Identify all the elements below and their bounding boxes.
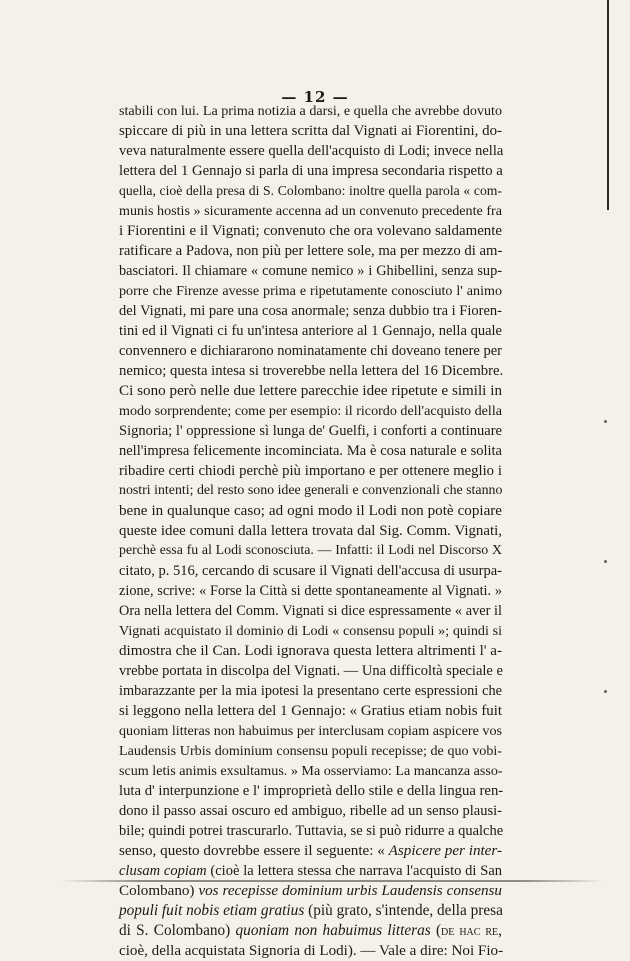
text-line: [119, 821, 502, 841]
text-segment: convennero e dichiararono nominatamente chi doveano tenere per: [119, 343, 502, 359]
text-segment: del Vignati, mi pare una cosa anormale; senza dubbio tra i Fioren-: [119, 303, 502, 319]
page-speck: [604, 420, 607, 423]
text-segment: zione, scrive: « Forse la Città si dette spontaneamente al Vignati. »: [119, 583, 502, 599]
latin-quote-segment: clusam copiam: [119, 863, 207, 879]
text-segment: modo sorprendente; come per esempio: il ricordo dell'acquisto della: [119, 403, 502, 419]
text-segment: veva naturalmente essere quella dell'acquisto di Lodi; invece nella: [119, 143, 504, 159]
text-line: [119, 441, 502, 461]
page-speck: [604, 690, 607, 693]
text-segment: munis hostis » sicuramente accenna ad un convenuto precedente fra: [119, 203, 502, 219]
text-segment: imbarazzante per la mia ipotesi la presentano certe espressioni che: [119, 683, 502, 699]
text-line: [119, 881, 502, 901]
text-segment: tini ed il Vignati ci fu un'intesa anteriore al 1 Gennajo, nella quale: [119, 323, 502, 339]
text-line: [119, 101, 502, 121]
body-text: [119, 101, 502, 961]
text-segment: nostri intenti; del resto sono idee generali e convenzionali che stanno: [119, 483, 503, 498]
text-segment: Colombano): [119, 883, 199, 899]
text-segment: scum letis animis exsultamus. » Ma osserviamo: La mancanza asso-: [119, 763, 503, 779]
page-number: — 12 —: [281, 88, 349, 106]
text-segment: nell'impresa felicemente incominciata. Ma è cosa naturale e solita: [119, 443, 502, 459]
text-segment: porre che Firenze avesse prima e ripetutamente conosciuto l' animo: [119, 283, 502, 299]
text-line: [119, 861, 502, 881]
text-line: [119, 361, 502, 381]
text-line: [119, 901, 502, 921]
text-segment: Vignati acquistato il dominio di Lodi « consensu populi »; quindi si: [119, 623, 502, 639]
text-segment: bile; quindi potrei trascurarlo. Tuttavia, se si può ridurre a qualche: [119, 823, 504, 839]
text-line: [119, 481, 502, 501]
text-segment: (più grato, s'intende, della presa: [304, 902, 503, 919]
page-speck: [604, 560, 607, 563]
text-line: [119, 461, 502, 481]
text-segment: nemico; questa intesa si troverebbe nella lettera del 16 Dicembre.: [119, 363, 504, 379]
text-line: [119, 581, 502, 601]
text-segment: spiccare di più in una lettera scritta dal Vignati ai Fiorentini, do-: [119, 123, 502, 139]
latin-quote-segment: Aspicere per inter-: [388, 843, 502, 859]
text-line: [119, 601, 502, 621]
text-segment: dimostra che il Can. Lodi ignorava questa lettera altrimenti l' a-: [119, 643, 502, 659]
text-line: [119, 561, 502, 581]
text-line: [119, 281, 502, 301]
text-segment: si leggono nella lettera del 1 Gennajo: « Gratius etiam nobis fuit: [119, 703, 502, 719]
text-segment: Laudensis Urbis dominium consensu populi recepisse; de quo vobi-: [119, 743, 502, 759]
text-line: [119, 301, 502, 321]
text-line: [119, 781, 502, 801]
text-line: [119, 641, 502, 661]
latin-quote-segment: quoniam non habuimus litteras: [235, 922, 431, 939]
text-segment: Ora nella lettera del Comm. Vignati si dice espressamente « aver il: [119, 603, 502, 619]
small-caps-segment: de hac re: [441, 924, 499, 939]
text-line: [119, 741, 502, 761]
text-line: [119, 241, 502, 261]
text-segment: stabili con lui. La prima notizia a darsi, e quella che avrebbe dovuto: [119, 103, 502, 119]
text-line: [119, 701, 502, 721]
text-line: [119, 321, 502, 341]
text-segment: cioè, della acquistata Signoria di Lodi). — Vale a dire: Noi Fio-: [119, 943, 504, 959]
text-line: [119, 661, 502, 681]
text-segment: luta d' interpunzione e l' improprietà dello stile e della lingua ren-: [119, 783, 504, 799]
text-line: [119, 541, 502, 561]
text-segment: citato, p. 516, cercando di scusare il Vignati dell'accusa di usurpa-: [119, 563, 502, 579]
text-segment: (: [430, 922, 442, 939]
text-line: [119, 261, 502, 281]
text-segment: i Fiorentini e il Vignati; convenuto che ora volevano saldamente: [119, 223, 502, 239]
text-line: [119, 381, 502, 401]
text-line: [119, 201, 502, 221]
text-line: [119, 141, 502, 161]
text-segment: perchè essa fu al Lodi sconosciuta. — Infatti: il Lodi nel Discorso X: [119, 543, 502, 558]
text-line: [119, 801, 502, 821]
text-line: [119, 841, 502, 861]
text-segment: quoniam litteras non habuimus per interclusam copiam aspicere vos: [119, 723, 502, 739]
text-line: [119, 681, 502, 701]
text-segment: queste idee comuni dalla lettera trovata dal Sig. Comm. Vignati,: [119, 523, 502, 539]
text-line: [119, 181, 502, 201]
text-segment: Ci sono però nelle due lettere parecchie idee ripetute e simili in: [119, 383, 502, 399]
text-segment: ribadire certi chiodi perchè più importano e per ottenere meglio i: [119, 463, 502, 479]
text-segment: (cioè la lettera stessa che narrava l'acquisto di San: [206, 863, 503, 879]
text-segment: ratificare a Padova, non più per lettere sole, ma per mezzo di am-: [119, 243, 503, 259]
text-line: [119, 921, 502, 941]
text-segment: senso, questo dovrebbe essere il seguente: «: [119, 843, 389, 859]
text-segment: lettera del 1 Gennajo si parla di una impresa secondaria rispetto a: [119, 163, 503, 179]
text-segment: bene in qualunque caso; ad ogni modo il Lodi non potè copiare: [119, 503, 502, 519]
text-line: [119, 161, 502, 181]
text-segment: di S. Colombano): [119, 922, 236, 939]
text-segment: ,: [498, 922, 502, 939]
text-line: [119, 621, 502, 641]
latin-quote-segment: vos recepisse dominium urbis Laudensis consensu: [198, 883, 502, 899]
text-line: [119, 941, 502, 961]
text-segment: basciatori. Il chiamare « comune nemico » i Ghibellini, senza sup-: [119, 263, 502, 279]
text-line: [119, 501, 502, 521]
text-line: [119, 521, 502, 541]
text-segment: quella, cioè della presa di S. Colombano: inoltre quella parola « com-: [119, 183, 502, 198]
text-line: [119, 401, 502, 421]
text-line: [119, 121, 502, 141]
text-line: [119, 761, 502, 781]
text-line: [119, 721, 502, 741]
latin-quote-segment: populi fuit nobis etiam gratius: [119, 902, 305, 919]
text-line: [119, 421, 502, 441]
text-segment: Signoria; l' oppressione sì lunga de' Guelfi, i conforti a continuare: [119, 423, 502, 439]
text-line: [119, 221, 502, 241]
text-segment: dono il passo assai oscuro ed ambiguo, ribelle ad un senso plausi-: [119, 803, 502, 819]
text-line: [119, 341, 502, 361]
text-segment: vrebbe portata in discolpa del Vignati. — Una difficoltà speciale e: [119, 663, 503, 679]
